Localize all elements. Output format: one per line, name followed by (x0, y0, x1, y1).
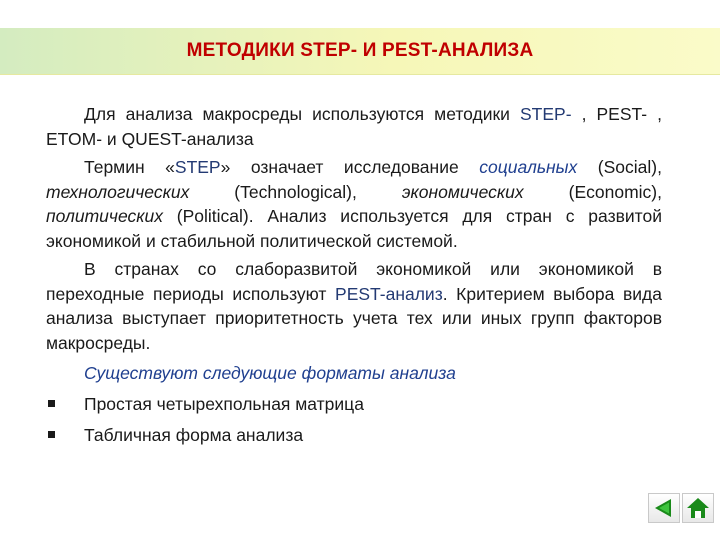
bullet-icon (48, 400, 55, 407)
text-step: STEP- (519, 104, 572, 124)
page-title: МЕТОДИКИ STEP- И PEST-АНАЛИЗА (186, 40, 534, 61)
text: (Economic), (523, 181, 662, 202)
back-arrow-icon (649, 494, 679, 522)
slide-content (46, 102, 662, 455)
bullet-icon (48, 431, 55, 438)
paragraph-step-definition (46, 155, 662, 253)
paragraph-methods (46, 102, 662, 151)
list-item-label: Простая четырехпольная матрица (84, 393, 364, 414)
paragraph-pest (46, 257, 662, 355)
text: . Критерием выбора вида анализа выступает приоритетность учета тех или иных групп факторов макросреды. (46, 283, 662, 353)
list-item (46, 423, 662, 448)
back-button[interactable] (648, 493, 680, 523)
list-item-label: Табличная форма анализа (84, 425, 304, 445)
text-step-term: STEP (174, 157, 221, 177)
home-button[interactable] (682, 493, 714, 523)
text: В странах со слаборазвитой экономикой или экономикой в переходные периоды используют (46, 259, 662, 304)
text: (Political). Анализ используется для стран с развитой экономикой и стабильной политической системой. (46, 206, 662, 251)
text: » означает исследование (220, 157, 480, 177)
term-technological: технологических (46, 181, 190, 202)
text-pest-analysis: PEST-анализ (335, 283, 443, 304)
text: (Social), (577, 157, 662, 177)
formats-intro: Существуют следующие форматы анализа (84, 363, 456, 383)
term-political: политических (46, 206, 163, 226)
home-icon (683, 494, 713, 522)
text: (Technological), (189, 181, 402, 202)
list-item (46, 392, 662, 417)
text: Термин « (84, 157, 175, 177)
text: Для анализа макросреды используются методики (84, 104, 520, 124)
term-social: социальных (479, 157, 578, 177)
text: , PEST- , ETOM- и QUEST-анализа (46, 104, 662, 149)
term-economic: экономических (401, 181, 524, 202)
